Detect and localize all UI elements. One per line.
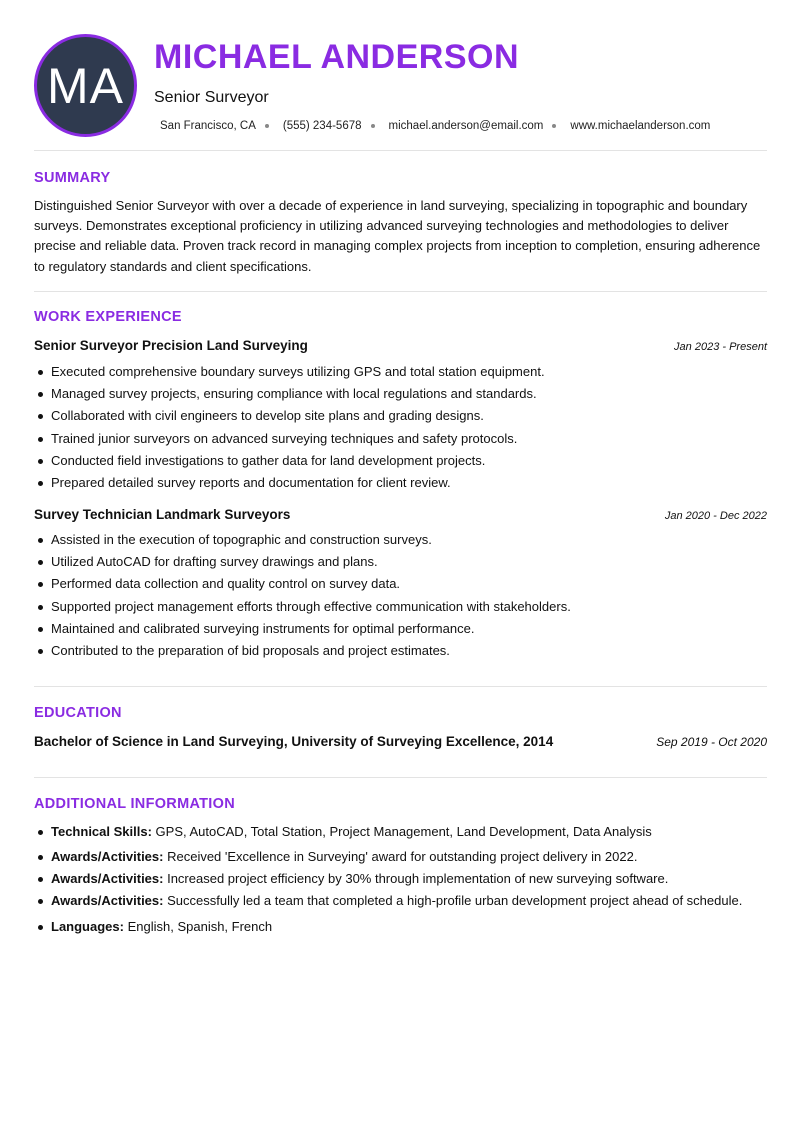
list-item [34, 891, 767, 917]
divider [34, 777, 767, 778]
job-header [34, 338, 767, 353]
item-label: Awards/Activities: [51, 893, 164, 908]
job-bullets [34, 362, 767, 495]
list-item: Contributed to the preparation of bid proposals and project estimates. [34, 641, 767, 663]
education-date: Sep 2019 - Oct 2020 [656, 735, 767, 749]
list-item [34, 822, 767, 847]
item-label: Technical Skills: [51, 824, 152, 839]
summary-text: Distinguished Senior Surveyor with over a decade of experience in land surveying, specializing in topographic and boundary surveys. Demonstrates exceptional proficiency in utilizing advanced surveying technologies and methodologies to deliver precise and reliable data. Proven track record in managing complex projects from inception to completion, ensuring adherence to regulatory standards and client specifications. [34, 198, 761, 274]
education-heading: EDUCATION [34, 705, 122, 721]
degree: Bachelor of Science in Land Surveying, University of Surveying Excellence, 2014 [34, 734, 554, 749]
list-item [34, 847, 767, 869]
list-item: Collaborated with civil engineers to develop site plans and grading designs. [34, 406, 767, 428]
list-item: Maintained and calibrated surveying instruments for optimal performance. [34, 619, 767, 641]
item-value: English, Spanish, French [127, 919, 273, 934]
list-item: Performed data collection and quality control on survey data. [34, 574, 767, 596]
item-value: Received 'Excellence in Surveying' award for outstanding project delivery in 2022. [167, 849, 638, 864]
list-item: Supported project management efforts through effective communication with stakeholders. [34, 597, 767, 619]
contact-location: San Francisco, CA [160, 120, 256, 132]
job-header [34, 507, 767, 522]
list-item [34, 869, 767, 891]
list-item: Conducted field investigations to gather data for land development projects. [34, 451, 767, 473]
job-bullets [34, 530, 767, 663]
item-label: Awards/Activities: [51, 849, 164, 864]
avatar: MA [34, 34, 137, 137]
item-label: Languages: [51, 919, 124, 934]
divider [34, 150, 767, 151]
list-item [34, 917, 767, 939]
contact-phone: (555) 234-5678 [282, 120, 362, 132]
additional-heading: ADDITIONAL INFORMATION [34, 796, 235, 812]
summary-heading: SUMMARY [34, 170, 111, 186]
job-date: Jan 2023 - Present [674, 341, 767, 353]
list-item: Assisted in the execution of topographic and construction surveys. [34, 530, 767, 552]
candidate-role: Senior Surveyor [154, 89, 269, 106]
contact-website[interactable]: www.michaelanderson.com [570, 120, 711, 132]
list-item: Trained junior surveyors on advanced surveying techniques and safety protocols. [34, 429, 767, 451]
candidate-name: MICHAEL ANDERSON [154, 38, 520, 76]
list-item: Utilized AutoCAD for drafting survey drawings and plans. [34, 552, 767, 574]
education-entry [34, 734, 767, 749]
divider [34, 686, 767, 687]
separator-dot-icon [265, 124, 269, 128]
list-item: Managed survey projects, ensuring compliance with local regulations and standards. [34, 384, 767, 406]
separator-dot-icon [371, 124, 375, 128]
contact-email[interactable]: michael.anderson@email.com [388, 120, 544, 132]
item-value: Successfully led a team that completed a high-profile urban development project ahead of schedule. [167, 893, 743, 908]
experience-heading: WORK EXPERIENCE [34, 309, 182, 325]
divider [34, 291, 767, 292]
list-item: Executed comprehensive boundary surveys utilizing GPS and total station equipment. [34, 362, 767, 384]
additional-list [34, 822, 767, 939]
list-item: Prepared detailed survey reports and documentation for client review. [34, 473, 767, 495]
contact-bar [160, 120, 710, 132]
job-date: Jan 2020 - Dec 2022 [664, 510, 767, 522]
item-value: GPS, AutoCAD, Total Station, Project Management, Land Development, Data Analysis [155, 824, 652, 839]
item-value: Increased project efficiency by 30% through implementation of new surveying software. [167, 871, 669, 886]
job-title: Senior Surveyor Precision Land Surveying [34, 338, 308, 353]
separator-dot-icon [552, 124, 556, 128]
item-label: Awards/Activities: [51, 871, 164, 886]
job-title: Survey Technician Landmark Surveyors [34, 507, 291, 522]
